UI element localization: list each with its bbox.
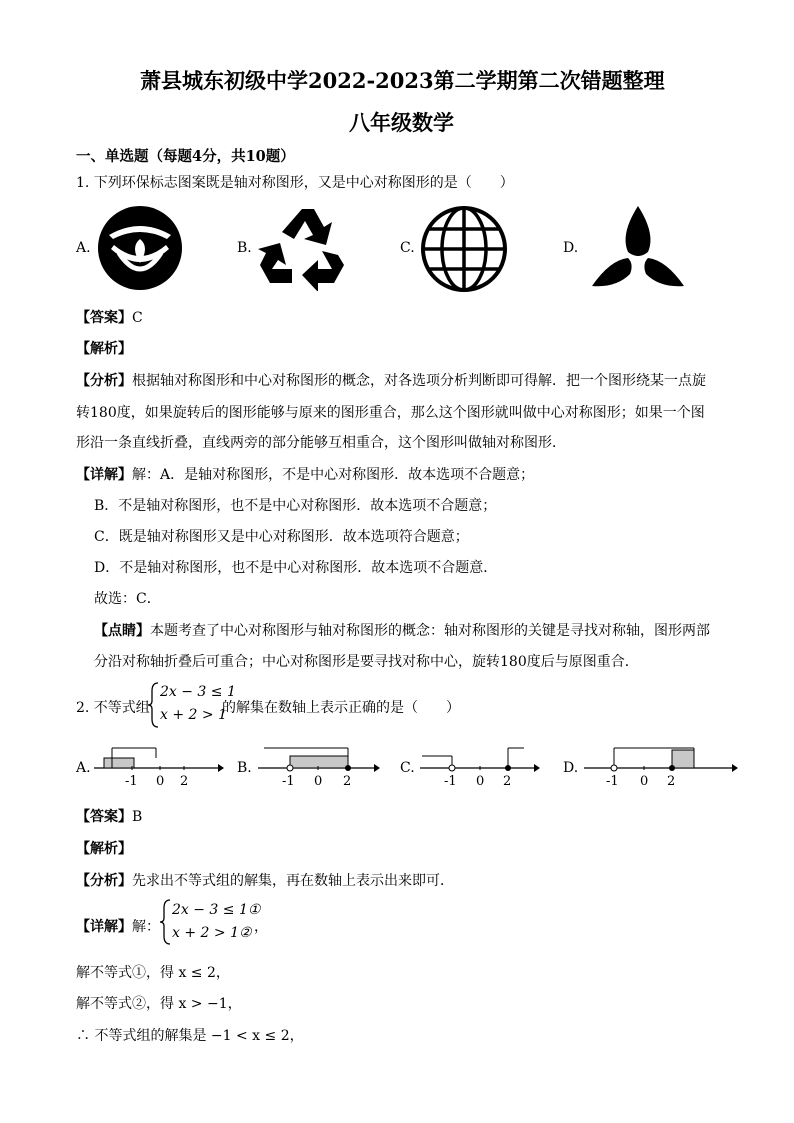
- q1-option-d-label: D.: [563, 240, 579, 256]
- green-food-logo-icon: [97, 205, 183, 295]
- q2-option-b-label: B.: [237, 760, 252, 776]
- q1-answer-value: C: [132, 310, 143, 326]
- q1-xiangjie-line3: C．既是轴对称图形又是中心对称图形．故本选项符合题意；: [94, 529, 469, 545]
- q2-b-tick-neg1: -1: [282, 774, 295, 788]
- q2-fenxi-label: 【分析】: [76, 873, 132, 889]
- q2-d-tick-0: 0: [640, 774, 649, 788]
- q2-answer: [76, 806, 142, 826]
- q2-option-b-numberline: [256, 742, 380, 792]
- q2-c-tick-0: 0: [476, 774, 485, 788]
- q1-dianjing-line1: [94, 620, 710, 640]
- q2-a-tick-0: 0: [156, 774, 165, 788]
- q1-option-c-label: C.: [400, 240, 415, 256]
- q2-option-d-label: D.: [563, 760, 579, 776]
- q2-option-c-label: C.: [400, 760, 415, 776]
- q2-xiangjie-brace: [160, 898, 172, 950]
- globe-grid-icon: [420, 205, 508, 297]
- q1-xiangjie-label: 【详解】: [76, 467, 132, 483]
- q2-step2: 解不等式②，得 x > −1，: [76, 996, 242, 1012]
- q2-c-tick-2: 2: [503, 774, 512, 788]
- section-heading: 一、单选题（每题4分，共10题）: [76, 148, 295, 165]
- q2-xiangjie-head: [76, 916, 160, 936]
- q1-answer: [76, 307, 143, 327]
- page-title: 萧县城东初级中学2022-2023第二学期第二次错题整理: [140, 68, 665, 93]
- page-subtitle: 八年级数学: [349, 110, 454, 135]
- q2-option-d-numberline: [582, 742, 738, 792]
- q2-answer-label: 【答案】: [76, 809, 132, 825]
- q1-fenxi-line2: 转180度，如果旋转后的图形能够与原来的图形重合，那么这个图形就叫做中心对称图形；如果一个图: [76, 405, 705, 421]
- q2-fenxi-text: 先求出不等式组的解集，再在数轴上表示出来即可．: [132, 873, 454, 889]
- q1-xiangjie-line2: B．不是轴对称图形，也不是中心对称图形．故本选项不合题意；: [94, 498, 497, 514]
- q2-system-line2: x + 2 > 1: [160, 707, 227, 723]
- q2-step1: 解不等式①，得 x ≤ 2，: [76, 965, 230, 981]
- q2-xiangjie-system: [172, 899, 260, 945]
- q2-a-tick-2: 2: [180, 774, 189, 788]
- q1-fenxi-line1: [76, 370, 706, 390]
- q2-xiangjie-system-line2: x + 2 > 1②: [172, 925, 252, 941]
- q2-system-brace: [148, 681, 160, 733]
- q1-option-a-label: A.: [76, 240, 91, 256]
- q1-choose: 故选：C．: [94, 591, 161, 607]
- q1-xiangjie-line4: D．不是轴对称图形，也不是中心对称图形．故本选项不合题意．: [94, 560, 498, 576]
- q1-xiangjie-line1: [76, 464, 534, 484]
- q1-dianjing-line2: 分沿对称轴折叠后可重合；中心对称图形是要寻找对称中心，旋转180度后与原图重合．: [94, 654, 639, 670]
- q1-fenxi-line3: 形沿一条直线折叠，直线两旁的部分能够互相重合，这个图形叫做轴对称图形．: [76, 435, 566, 451]
- q2-d-tick-neg1: -1: [606, 774, 619, 788]
- recycle-icon: [258, 205, 346, 295]
- q2-option-a-label: A.: [76, 760, 91, 776]
- q2-stem-prefix: 2. 不等式组: [76, 700, 150, 716]
- q2-step3: ∴ 不等式组的解集是 −1 < x ≤ 2，: [76, 1028, 304, 1044]
- q2-answer-value: B: [132, 809, 143, 825]
- q1-analysis-label: 【解析】: [76, 341, 132, 357]
- q1-fenxi-label: 【分析】: [76, 373, 132, 389]
- q2-b-tick-0: 0: [314, 774, 323, 788]
- q2-fenxi-line: [76, 870, 454, 890]
- q2-option-a-numberline: [92, 742, 224, 792]
- q2-xiangjie-label: 【详解】: [76, 919, 132, 935]
- q1-answer-label: 【答案】: [76, 310, 132, 326]
- q2-c-tick-neg1: -1: [444, 774, 457, 788]
- q1-option-b-label: B.: [237, 240, 252, 256]
- q1-stem: 1. 下列环保标志图案既是轴对称图形，又是中心对称图形的是（ ）: [76, 175, 514, 191]
- q2-stem-suffix: 的解集在数轴上表示正确的是（ ）: [222, 700, 460, 716]
- three-leaf-icon: [590, 204, 686, 292]
- q2-a-tick-neg1: -1: [125, 774, 138, 788]
- q2-option-c-numberline: [418, 742, 540, 792]
- q1-fenxi-text1: 根据轴对称图形和中心对称图形的概念，对各选项分析判断即可得解．把一个图形绕某一点旋: [132, 373, 706, 389]
- q2-xiangjie-suffix: ，: [254, 919, 268, 935]
- q2-xiangjie-system-line1: 2x − 3 ≤ 1①: [172, 902, 261, 918]
- q2-xiangjie-prefix: 解：: [132, 919, 160, 935]
- q1-dianjing-text1: 本题考查了中心对称图形与轴对称图形的概念：轴对称图形的关键是寻找对称轴，图形两部: [150, 623, 710, 639]
- q1-dianjing-label: 【点睛】: [94, 623, 150, 639]
- q2-b-tick-2: 2: [343, 774, 352, 788]
- q2-analysis-label: 【解析】: [76, 841, 132, 857]
- q2-d-tick-2: 2: [667, 774, 676, 788]
- q2-system-line1: 2x − 3 ≤ 1: [160, 684, 236, 700]
- q1-xiangjie-text1: 解：A．是轴对称图形，不是中心对称图形．故本选项不合题意；: [132, 467, 535, 483]
